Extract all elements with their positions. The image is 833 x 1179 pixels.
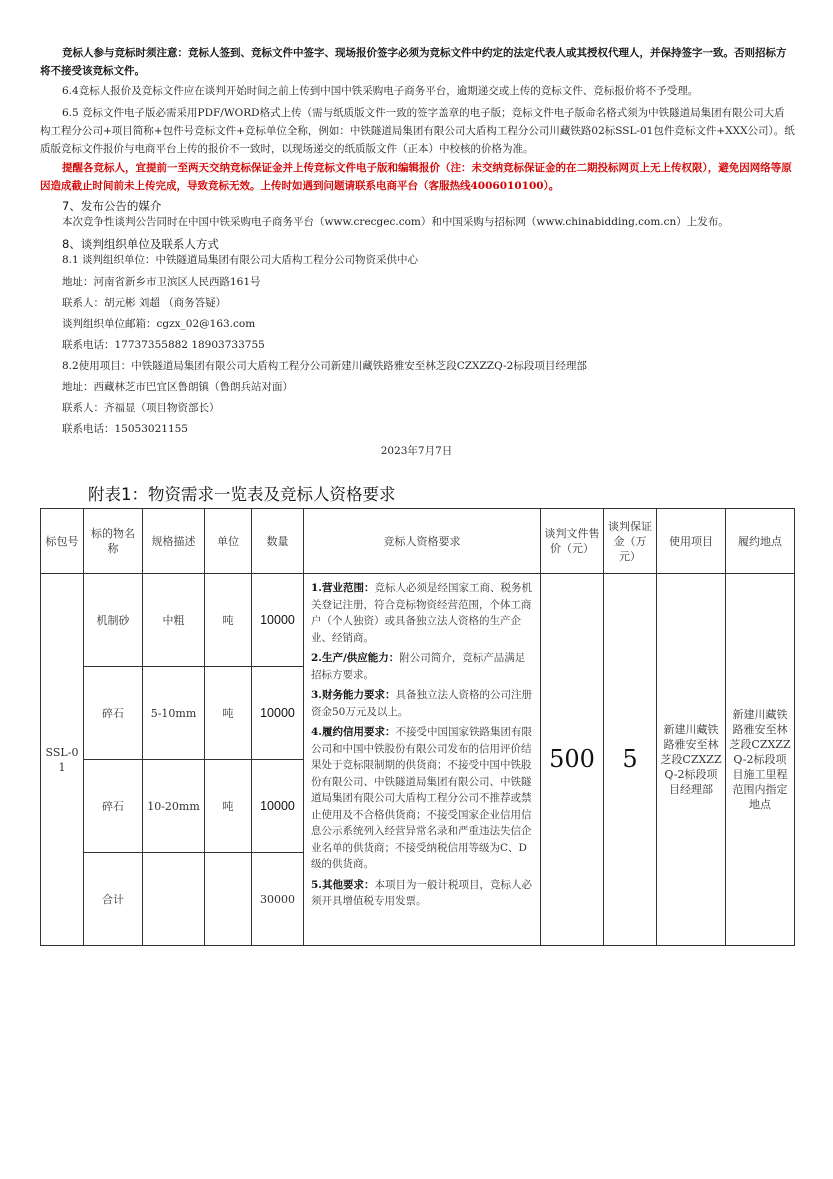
clause-6-5: 6.5 竞标文件电子版必需采用PDF/WORD格式上传（需与纸质版文件一致的签字盖章的电子版；竞标文件电子版命名格式须为中铁隧道局集团有限公司大盾构工程分公司+项目简称+包件号竞标文件+竞标单位全称，例如：中铁隧道局集团有限公司大盾构工程分公司川藏铁路02标SSL-01包件竞标文件+XXX公司）。纸质版竞标文件报价与电商平台上传的报价不一致时，以现场递交的纸质版文件（正本）中校核的价格为准。 xyxy=(40,107,795,155)
material-requirements-table xyxy=(40,508,795,946)
material-name: 碎石 xyxy=(84,760,143,853)
delivery-place: 新建川藏铁路雅安至林芝段CZXZZQ-2标段项目施工里程范围内指定地点 xyxy=(726,574,795,946)
header-spec: 规格描述 xyxy=(143,509,205,574)
requirement-item: 5.其他要求：本项目为一般计税项目，竞标人必须开具增值税专用发票。 xyxy=(311,878,532,907)
org-contact: 联系人：胡元彬 刘超 （商务答疑） xyxy=(62,297,227,309)
header-unit: 单位 xyxy=(205,509,252,574)
material-unit: 吨 xyxy=(205,574,252,667)
requirement-item: 4.履约信用要求：不接受中国国家铁路集团有限公司和中国中铁股份有限公司发布的信用评价结果处于竞标限制期的供货商；不接受中国中铁股份有限公司、中铁隧道局集团有限公司、中铁隧道局集团有限公司大盾构工程分公司不推荐或禁止使用及不合格供货商；不接受国家企业信用信息公示系统列入经营异常名录和严重违法失信企业名单的供货商；不接受纳税信用等级为C、D级的供货商。 xyxy=(311,726,532,870)
material-name: 机制砂 xyxy=(84,574,143,667)
user-phone: 联系电话：15053021155 xyxy=(62,423,188,435)
section-7-text: 本次竞争性谈判公告同时在中国中铁采购电子商务平台（www.crecgec.com）和中国采购与招标网（www.chinabidding.com.cn）上发布。 xyxy=(62,216,729,228)
org-address: 地址：河南省新乡市卫滨区人民西路161号 xyxy=(62,276,261,288)
material-spec: 5-10mm xyxy=(143,667,205,760)
requirement-item: 3.财务能力要求：具备独立法人资格的公司注册资金50万元及以上。 xyxy=(311,689,532,718)
clause-6-4: 6.4竞标人报价及竞标文件应在谈判开始时间之前上传到中国中铁采购电子商务平台，逾期递交或上传的竞标文件、竞标报价将不予受理。 xyxy=(62,85,699,97)
header-deposit: 谈判保证金（万元） xyxy=(604,509,657,574)
requirement-item: 2.生产/供应能力：附公司简介，竞标产品满足招标方要求。 xyxy=(311,652,526,681)
notice-date: 2023年7月7日 xyxy=(380,445,453,457)
material-unit: 吨 xyxy=(205,760,252,853)
total-label: 合计 xyxy=(84,853,143,946)
material-name: 碎石 xyxy=(84,667,143,760)
header-quantity: 数量 xyxy=(252,509,304,574)
header-requirements: 竞标人资格要求 xyxy=(304,509,541,574)
total-quantity: 30000 xyxy=(252,853,304,946)
table-row xyxy=(41,574,795,667)
header-package: 标包号 xyxy=(41,509,84,574)
total-unit-empty xyxy=(205,853,252,946)
material-quantity: 10000 xyxy=(252,574,304,667)
using-project: 新建川藏铁路雅安至林芝段CZXZZQ-2标段项目经理部 xyxy=(657,574,726,946)
user-contact: 联系人：齐福显（项目物资部长） xyxy=(62,402,220,414)
header-price: 谈判文件售价（元） xyxy=(541,509,604,574)
header-name: 标的物名称 xyxy=(84,509,143,574)
user-project: 8.2使用项目：中铁隧道局集团有限公司大盾构工程分公司新建川藏铁路雅安至林芝段CZXZZQ-2标段项目经理部 xyxy=(62,360,587,372)
material-quantity: 10000 xyxy=(252,667,304,760)
section-8-heading: 8、谈判组织单位及联系人方式 xyxy=(62,237,219,251)
header-place: 履约地点 xyxy=(726,509,795,574)
material-spec: 10-20mm xyxy=(143,760,205,853)
user-address: 地址：西藏林芝市巴宜区鲁朗镇（鲁朗兵站对面） xyxy=(62,381,293,393)
bidder-requirements xyxy=(304,574,541,946)
org-email: 谈判组织单位邮箱：cgzx_02@163.com xyxy=(62,318,256,330)
section-7-heading: 7、发布公告的媒介 xyxy=(62,199,162,213)
package-number: SSL-01 xyxy=(41,574,84,946)
table-title: 附表1：物资需求一览表及竞标人资格要求 xyxy=(88,485,396,504)
material-unit: 吨 xyxy=(205,667,252,760)
material-quantity: 10000 xyxy=(252,760,304,853)
bid-deposit: 5 xyxy=(604,574,657,946)
sign-notice: 竞标人参与竞标时须注意：竞标人签到、竞标文件中签字、现场报价签字必须为竞标文件中约定的法定代表人或其授权代理人，并保持签字一致。否则招标方将不接受该竞标文件。 xyxy=(40,47,787,77)
deposit-reminder: 提醒各竞标人，宜提前一至两天交纳竞标保证金并上传竞标文件电子版和编辑报价（注：未交纳竞标保证金的在二期投标网页上无上传权限），避免因网络等原因造成截止时间前未上传完成，导致竞标无效。上传时如遇到问题请联系电商平台（客服热线4006010100）。 xyxy=(40,162,792,192)
org-phone: 联系电话：17737355882 18903733755 xyxy=(62,339,265,351)
requirement-item: 1.营业范围：竞标人必须是经国家工商、税务机关登记注册，符合竞标物资经营范围，个体工商户（个人独资）或具备独立法人资格的生产企业、经销商。 xyxy=(311,582,532,644)
header-project: 使用项目 xyxy=(657,509,726,574)
material-spec: 中粗 xyxy=(143,574,205,667)
total-spec-empty xyxy=(143,853,205,946)
org-unit: 8.1 谈判组织单位：中铁隧道局集团有限公司大盾构工程分公司物资采供中心 xyxy=(62,254,419,266)
document-price: 500 xyxy=(541,574,604,946)
